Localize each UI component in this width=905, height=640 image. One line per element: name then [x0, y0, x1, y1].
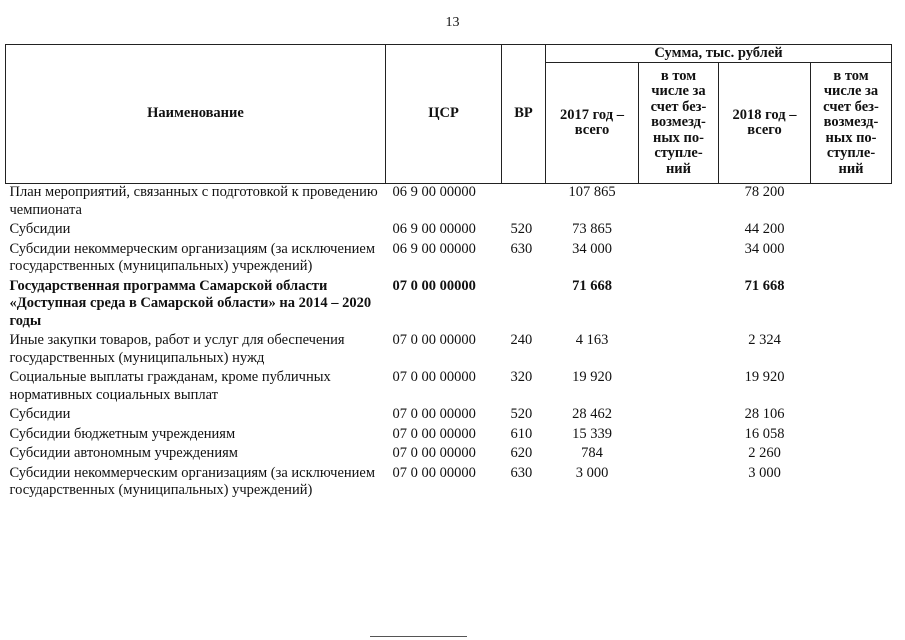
table-row	[6, 241, 892, 278]
row-2018-total: 16 058	[744, 425, 785, 442]
row-2017-free	[639, 406, 719, 426]
row-2017-total: 3 000	[575, 464, 609, 481]
row-2017-total: 73 865	[572, 221, 612, 237]
header-2018-free: в том числе за счет без- возмезд- ных по- ступле- ний	[811, 63, 892, 184]
row-2018-total: 2 324	[748, 332, 781, 348]
row-vr: 630	[510, 464, 533, 481]
row-2018-free	[811, 221, 892, 241]
row-2017-total: 15 339	[572, 425, 612, 442]
row-2018-total: 28 106	[744, 406, 785, 422]
row-csr: 06 9 00 00000	[392, 184, 476, 200]
row-csr: 07 0 00 00000	[392, 406, 476, 422]
table-row	[6, 184, 892, 222]
row-name: Субсидии бюджетным учреждениям	[9, 425, 236, 442]
row-2017-free	[639, 184, 719, 222]
header-name: Наименование	[6, 45, 386, 184]
header-2018-total: 2018 год – всего	[719, 63, 811, 184]
row-2018-free	[811, 278, 892, 333]
row-vr	[502, 278, 546, 333]
row-2018-total: 19 920	[744, 369, 785, 385]
row-2017-total: 28 462	[572, 406, 612, 422]
row-name: Субсидии	[9, 221, 71, 237]
page-number: 13	[445, 15, 460, 30]
row-2018-free	[811, 332, 892, 369]
table-row	[6, 332, 892, 369]
row-vr: 610	[510, 425, 533, 442]
table-row	[6, 465, 892, 502]
row-name: Социальные выплаты гражданам, кроме публичных нормативных социальных выплат	[9, 369, 331, 403]
row-2018-total: 2 260	[748, 445, 781, 461]
row-name: Субсидии некоммерческим организациям (за исключением государственных (муниципальных) учреждений)	[9, 464, 376, 498]
row-name: Субсидии некоммерческим организациям (за исключением государственных (муниципальных) учреждений)	[9, 240, 376, 274]
row-csr: 07 0 00 00000	[392, 425, 476, 442]
row-csr: 06 9 00 00000	[392, 221, 476, 237]
row-2018-total: 71 668	[744, 277, 785, 294]
scan-artifact-line	[370, 636, 467, 637]
row-2017-total: 19 920	[572, 369, 612, 385]
row-2017-free	[639, 278, 719, 333]
row-2018-total: 78 200	[744, 184, 785, 200]
row-2017-free	[639, 332, 719, 369]
row-vr: 520	[510, 221, 533, 237]
row-csr: 07 0 00 00000	[392, 332, 476, 348]
row-vr: 320	[510, 369, 533, 385]
row-2017-total: 784	[581, 445, 603, 461]
row-2018-free	[811, 406, 892, 426]
row-2017-free	[639, 241, 719, 278]
row-2018-total: 3 000	[748, 464, 781, 481]
row-2018-total: 44 200	[744, 221, 785, 237]
row-2018-total: 34 000	[744, 240, 785, 257]
table-row	[6, 445, 892, 465]
row-2017-total: 34 000	[572, 240, 612, 257]
row-csr: 07 0 00 00000	[392, 445, 476, 461]
header-2017-total: 2017 год – всего	[546, 63, 639, 184]
row-csr: 07 0 00 00000	[392, 277, 476, 294]
row-name: План мероприятий, связанных с подготовкой к проведению чемпионата	[9, 184, 378, 218]
row-2018-free	[811, 426, 892, 446]
row-2017-free	[639, 465, 719, 502]
row-2017-free	[639, 369, 719, 406]
row-2018-free	[811, 369, 892, 406]
row-2018-free	[811, 241, 892, 278]
table-header-row	[6, 45, 892, 63]
header-sum-group: Сумма, тыс. рублей	[546, 45, 892, 63]
table-row	[6, 406, 892, 426]
row-2017-total: 71 668	[572, 277, 612, 294]
row-2017-free	[639, 426, 719, 446]
row-name: Субсидии автономным учреждениям	[9, 445, 238, 461]
row-csr: 06 9 00 00000	[392, 240, 476, 257]
row-2017-total: 107 865	[568, 184, 616, 200]
table-row	[6, 278, 892, 333]
table-row	[6, 426, 892, 446]
row-2017-free	[639, 221, 719, 241]
row-name: Иные закупки товаров, работ и услуг для обеспечения государственных (муниципальных) нужд	[9, 332, 345, 366]
row-2018-free	[811, 465, 892, 502]
row-vr: 630	[510, 240, 533, 257]
header-2017-free: в том числе за счет без- возмезд- ных по- ступле- ний	[639, 63, 719, 184]
row-2018-free	[811, 184, 892, 222]
header-vr: ВР	[502, 45, 546, 184]
row-2017-free	[639, 445, 719, 465]
header-csr: ЦСР	[386, 45, 502, 184]
budget-table	[5, 44, 892, 502]
row-vr: 240	[510, 332, 533, 348]
row-csr: 07 0 00 00000	[392, 464, 476, 481]
row-csr: 07 0 00 00000	[392, 369, 476, 385]
table-row	[6, 369, 892, 406]
row-2017-total: 4 163	[575, 332, 609, 348]
table-row	[6, 221, 892, 241]
row-vr: 620	[510, 445, 533, 461]
row-name: Субсидии	[9, 406, 71, 422]
row-vr	[502, 184, 546, 222]
row-2018-free	[811, 445, 892, 465]
row-name: Государственная программа Самарской области «Доступная среда в Самарской области» на 2014 – 2020 годы	[9, 277, 372, 329]
row-vr: 520	[510, 406, 533, 422]
